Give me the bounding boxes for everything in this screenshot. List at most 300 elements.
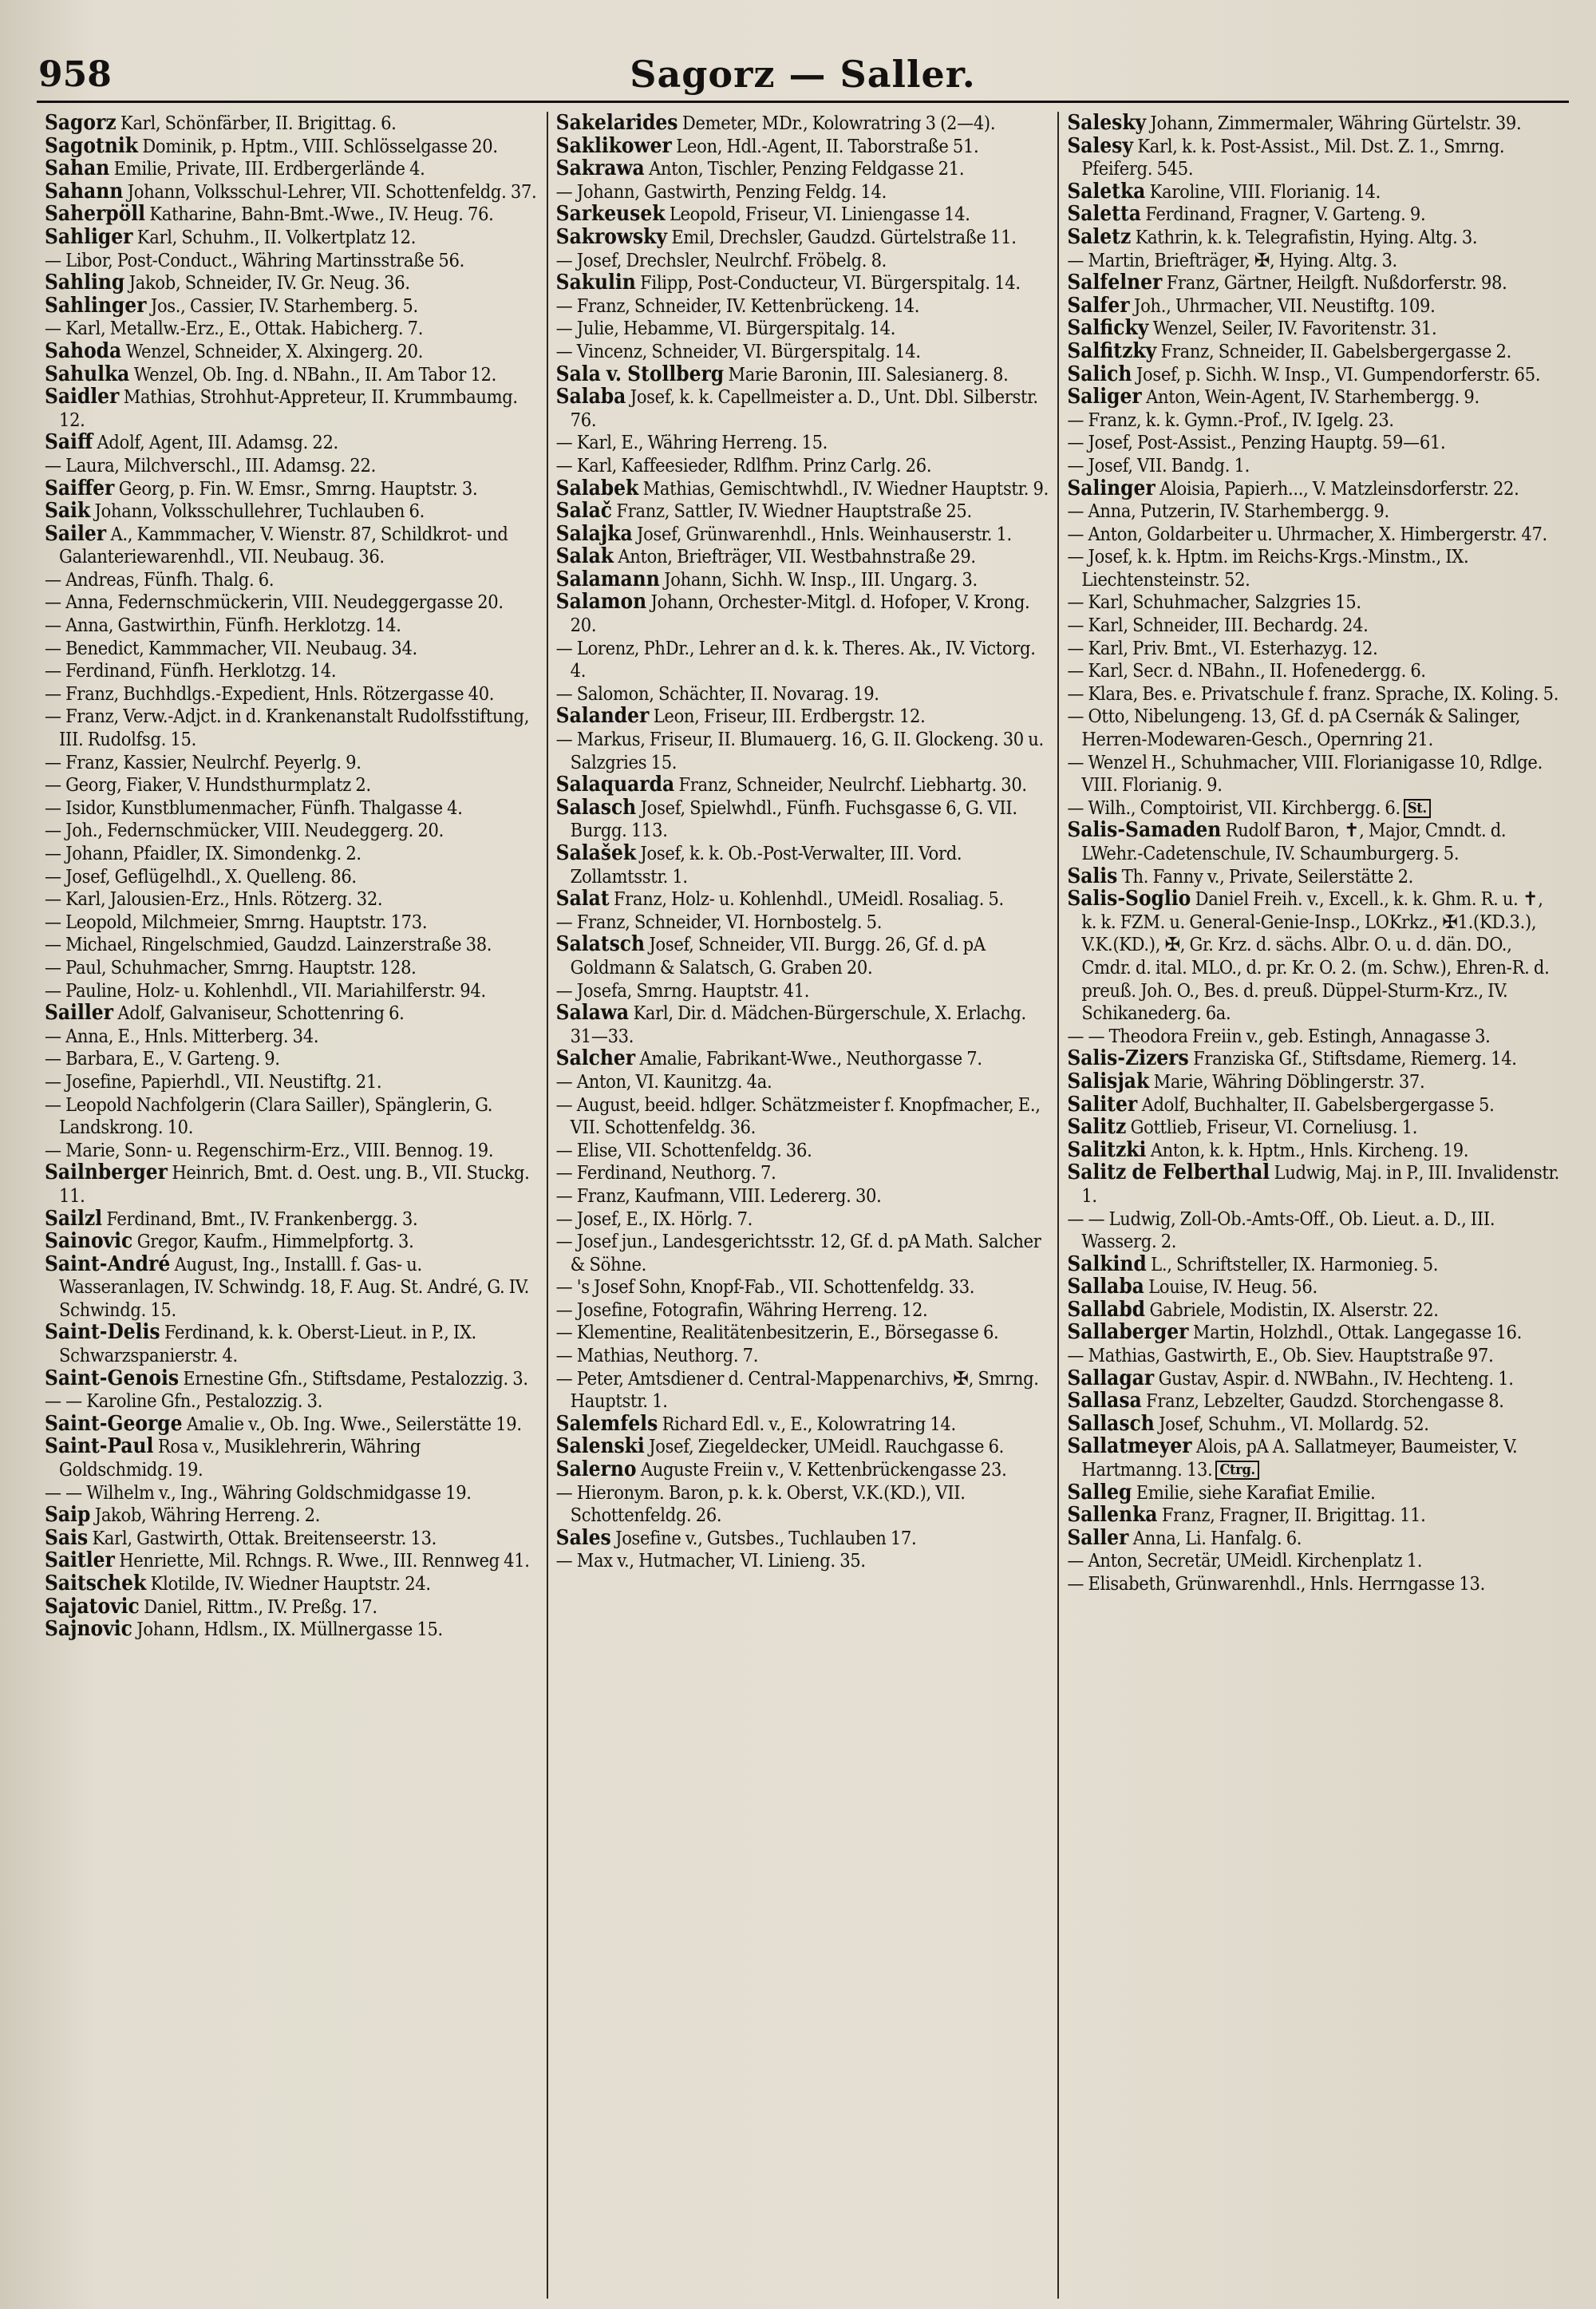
entry-details: — Karl, Secr. d. NBahn., II. Hofenedergg. 6. — [1067, 659, 1426, 682]
directory-entry — [556, 1047, 1050, 1070]
entry-details: — Ferdinand, Fünfh. Herklotzg. 14. — [45, 659, 337, 682]
directory-entry — [556, 682, 1050, 706]
directory-entry — [1067, 1504, 1561, 1527]
directory-entry — [1067, 591, 1561, 614]
entry-surname: Saliter — [1067, 1092, 1138, 1117]
entry-surname: Sallabd — [1067, 1297, 1146, 1322]
directory-entry — [45, 226, 539, 249]
directory-entry — [556, 295, 1050, 318]
entry-details: — Franz, Kaufmann, VIII. Ledererg. 30. — [555, 1184, 882, 1207]
entry-details: — Michael, Ringelschmied, Gaudzd. Lainzerstraße 38. — [45, 933, 492, 956]
directory-entry — [45, 614, 539, 637]
entry-details: — Franz, Schneider, VI. Hornbostelg. 5. — [555, 910, 883, 933]
entry-details: — Josef, k. k. Hptm. im Reichs-Krgs.-Minstm., IX. Liechtensteinstr. 52. — [1067, 545, 1469, 591]
entry-details: Anton, Tischler, Penzing Feldgasse 21. — [649, 157, 965, 180]
directory-entry — [1067, 523, 1561, 546]
entry-details: Johann, Orchester-Mitgl. d. Hofoper, V. Krong. 20. — [570, 591, 1030, 637]
entry-details: Aloisia, Papierh..., V. Matzleinsdorferstr. 22. — [1159, 476, 1519, 500]
entry-details: Josef, Ziegeldecker, UMeidl. Rauchgasse 6. — [649, 1435, 1005, 1458]
directory-entry — [556, 180, 1050, 204]
entry-surname: Saint-André — [45, 1251, 171, 1276]
entry-surname: Saint-George — [45, 1411, 183, 1436]
entry-details: Emilie, Private, III. Erdbergerlände 4. — [113, 157, 425, 180]
entry-details: Daniel Freih. v., Excell., k. k. Ghm. R. u. ✝, k. k. FZM. u. General-Genie-Insp., LOKrkz., ✠1.(KD.3.), V.K.(KD.), ✠, Gr. Krz. d. sächs. Albr. O. u. d. dän. DO., Cmdr. d. ital. MLO., d. pr. Kr. O. 2. (m. Schw.), Ehren-R. d. preuß. Joh. O., Bes. d. preuß. Düppel-Sturm-Krz., IV. Schikanederg. 6a. — [1081, 888, 1550, 1025]
entry-details: Franz, Gärtner, Heilgft. Nußdorferstr. 98. — [1166, 271, 1507, 295]
directory-entry — [45, 500, 539, 523]
directory-entry — [556, 842, 1050, 888]
entry-details: Katharine, Bahn-Bmt.-Wwe., IV. Heug. 76. — [149, 203, 494, 226]
directory-entry — [1067, 363, 1561, 386]
header-rule — [37, 101, 1569, 103]
entry-surname: Sarkeusek — [555, 202, 666, 227]
directory-entry — [45, 705, 539, 750]
entry-surname: Sahlinger — [45, 293, 147, 318]
entry-surname: Saliger — [1067, 385, 1142, 409]
directory-entry — [556, 568, 1050, 591]
directory-entry — [556, 1139, 1050, 1162]
entry-details: — Franz, Buchhdlgs.-Expedient, Hnls. Rötzergasse 40. — [45, 682, 495, 705]
directory-entry — [556, 1321, 1050, 1344]
directory-entry — [1067, 1070, 1561, 1093]
entry-details: Filipp, Post-Conducteur, VI. Bürgerspitalg. 14. — [640, 271, 1021, 295]
directory-entry — [45, 135, 539, 158]
entry-surname: Saint-Paul — [45, 1434, 154, 1459]
entry-surname: Sallagar — [1067, 1366, 1155, 1390]
entry-surname: Salesky — [1067, 112, 1147, 135]
directory-entry — [1067, 797, 1561, 820]
entry-details: Ferdinand, k. k. Oberst-Lieut. in P., IX. Schwarzspanierstr. 4. — [59, 1321, 476, 1367]
entry-details: — Mathias, Neuthorg. 7. — [555, 1344, 759, 1367]
directory-entry — [1067, 454, 1561, 477]
directory-entry — [556, 363, 1050, 386]
directory-entry — [556, 1070, 1050, 1093]
entry-details: — Wilh., Comptoirist, VII. Kirchbergg. 6. — [1067, 796, 1400, 819]
entry-details: — Klementine, Realitätenbesitzerin, E., Börsegasse 6. — [555, 1321, 999, 1344]
entry-details: Karoline, VIII. Florianig. 14. — [1149, 180, 1381, 203]
entry-details: — Josefine, Papierhdl., VII. Neustiftg. 21. — [45, 1069, 382, 1093]
directory-entry — [1067, 1275, 1561, 1299]
entry-details: Demeter, MDr., Kolowratring 3 (2—4). — [681, 112, 996, 134]
entry-details: — Leopold Nachfolgerin (Clara Sailler), Spänglerin, G. Landskrong. 10. — [45, 1093, 493, 1139]
directory-entry — [45, 1435, 539, 1481]
entry-surname: Sallaberger — [1067, 1320, 1189, 1345]
entry-details: Josefine v., Gutsbes., Tuchlauben 17. — [615, 1526, 917, 1549]
entry-details: — Josef, E., IX. Hörlg. 7. — [555, 1207, 753, 1230]
entry-surname: Salawa — [555, 1001, 630, 1026]
directory-entry — [1067, 295, 1561, 318]
entry-details: Amalie v., Ob. Ing. Wwe., Seilerstätte 19. — [186, 1412, 522, 1435]
entry-surname: Salesy — [1067, 133, 1133, 158]
entry-surname: Salenski — [555, 1434, 645, 1459]
directory-columns — [37, 112, 1569, 2299]
entry-details: — Karl, Metallw.-Erz., E., Ottak. Habicherg. 7. — [45, 317, 424, 340]
directory-entry — [45, 180, 539, 204]
directory-entry — [45, 591, 539, 614]
entry-details: — Mathias, Gastwirth, E., Ob. Siev. Hauptstraße 97. — [1067, 1344, 1494, 1367]
page-header — [37, 49, 1569, 105]
entry-details: — — Theodora Freiin v., geb. Estingh, Annagasse 3. — [1067, 1024, 1491, 1047]
entry-details: — Marie, Sonn- u. Regenschirm-Erz., VIII. Bennog. 19. — [45, 1138, 494, 1161]
entry-details: — Franz, Schneider, IV. Kettenbrückeng. 14. — [555, 294, 920, 317]
entry-surname: Salitz — [1067, 1115, 1127, 1140]
entry-surname: Salander — [555, 704, 650, 729]
entry-details: Adolf, Buchhalter, II. Gabelsbergergasse 5. — [1141, 1093, 1495, 1116]
directory-entry — [556, 797, 1050, 842]
entry-details: — Julie, Hebamme, VI. Bürgerspitalg. 14. — [555, 317, 896, 340]
directory-entry — [556, 773, 1050, 797]
directory-entry — [1067, 500, 1561, 523]
entry-details: — Anna, Federnschmückerin, VIII. Neudeggergasse 20. — [45, 591, 504, 614]
directory-entry — [45, 1549, 539, 1572]
entry-surname: Sakrawa — [555, 156, 645, 181]
entry-surname: Sallaba — [1067, 1275, 1144, 1299]
directory-entry — [556, 1413, 1050, 1436]
entry-details: Josef, Spielwhdl., Fünfh. Fuchsgasse 6, G. VII. Burgg. 113. — [570, 796, 1017, 842]
entry-details: Leon, Hdl.-Agent, II. Taborstraße 51. — [676, 134, 979, 157]
entry-details: — Libor, Post-Conduct., Währing Martinsstraße 56. — [45, 248, 464, 271]
column-right — [1057, 112, 1569, 2299]
directory-entry — [1067, 1047, 1561, 1070]
directory-entry — [1067, 1572, 1561, 1595]
entry-surname: Salis — [1067, 864, 1118, 888]
entry-details: Anton, Wein-Agent, IV. Starhembergg. 9. — [1146, 385, 1479, 409]
directory-entry — [45, 933, 539, 956]
directory-entry — [45, 157, 539, 180]
entry-details: Johann, Sichh. W. Insp., III. Ungarg. 3. — [664, 567, 978, 591]
directory-entry — [45, 340, 539, 363]
entry-details: Kathrin, k. k. Telegrafistin, Hying. Altg. 3. — [1135, 225, 1478, 248]
entry-details: Marie Baronin, III. Salesianerg. 8. — [728, 362, 1009, 385]
entry-surname: Salis-Samaden — [1067, 818, 1222, 843]
directory-entry — [1067, 682, 1561, 706]
directory-entry — [45, 1208, 539, 1231]
entry-surname: Saidler — [45, 385, 120, 409]
directory-entry — [1067, 545, 1561, 591]
directory-entry — [556, 454, 1050, 477]
directory-entry — [45, 1390, 539, 1413]
entry-details: — Josef, Post-Assist., Penzing Hauptg. 59—61. — [1067, 431, 1446, 454]
directory-entry — [556, 271, 1050, 295]
entry-details: Karl, Dir. d. Mädchen-Bürgerschule, X. Erlachg. 31—33. — [570, 1002, 1026, 1047]
entry-surname: Salitzki — [1067, 1137, 1147, 1162]
entry-details: — Josef, Drechsler, Neulrchf. Fröbelg. 8. — [555, 248, 887, 271]
directory-entry — [556, 157, 1050, 180]
entry-surname: Saip — [45, 1503, 91, 1528]
entry-details: Josef, p. Sichh. W. Insp., VI. Gumpendorferstr. 65. — [1136, 362, 1541, 385]
directory-entry — [1067, 477, 1561, 500]
entry-surname: Saletta — [1067, 202, 1141, 227]
directory-entry — [1067, 385, 1561, 409]
entry-surname: Salcher — [555, 1046, 636, 1071]
directory-entry — [556, 1093, 1050, 1139]
entry-details: Josef, Schuhm., VI. Mollardg. 52. — [1159, 1412, 1429, 1435]
entry-details: — Leopold, Milchmeier, Smrng. Hauptstr. 173. — [45, 910, 428, 933]
entry-details: — Martin, Briefträger, ✠, Hying. Altg. 3. — [1067, 248, 1397, 271]
entry-surname: Salamon — [555, 590, 647, 615]
entry-surname: Saik — [45, 499, 91, 524]
directory-entry — [1067, 1139, 1561, 1162]
entry-surname: Sakulin — [555, 271, 636, 295]
entry-details: Dominik, p. Hptm., VIII. Schlösselgasse 20. — [142, 134, 498, 157]
entry-details: — Franz, k. k. Gymn.-Prof., IV. Igelg. 23. — [1067, 408, 1394, 431]
entry-details: — Anton, Goldarbeiter u. Uhrmacher, X. Himbergerstr. 47. — [1067, 522, 1547, 545]
directory-entry — [1067, 180, 1561, 204]
entry-details: — Franz, Kassier, Neulrchf. Peyerlg. 9. — [45, 750, 361, 773]
entry-details: Auguste Freiin v., V. Kettenbrückengasse 23. — [640, 1458, 1007, 1481]
directory-entry — [1067, 614, 1561, 637]
entry-details: Wenzel, Seiler, IV. Favoritenstr. 31. — [1152, 317, 1437, 340]
directory-entry — [1067, 1367, 1561, 1390]
entry-surname: Sakrowsky — [555, 224, 667, 249]
entry-details: Franziska Gf., Stiftsdame, Riemerg. 14. — [1193, 1047, 1517, 1070]
entry-surname: Salleg — [1067, 1480, 1132, 1504]
directory-entry — [1067, 135, 1561, 180]
entry-surname: Salaba — [555, 385, 626, 409]
entry-details: Martin, Holzhdl., Ottak. Langegasse 16. — [1192, 1321, 1523, 1344]
entry-details: — Klara, Bes. e. Privatschule f. franz. Sprache, IX. Koling. 5. — [1067, 682, 1559, 705]
directory-entry — [45, 363, 539, 386]
entry-details: — Josefa, Smrng. Hauptstr. 41. — [555, 979, 810, 1002]
entry-surname: Sahling — [45, 271, 125, 295]
entry-details: Heinrich, Bmt. d. Oest. ung. B., VII. Stuckg. 11. — [59, 1161, 530, 1207]
entry-details: Gregor, Kaufm., Himmelpfortg. 3. — [136, 1230, 414, 1253]
column-left — [37, 112, 547, 2299]
directory-entry — [556, 911, 1050, 934]
column-middle — [547, 112, 1058, 2299]
directory-entry — [1067, 819, 1561, 864]
directory-entry — [556, 340, 1050, 363]
entry-details: — Barbara, E., V. Garteng. 9. — [45, 1047, 280, 1070]
directory-entry — [556, 933, 1050, 979]
entry-details: Joh., Uhrmacher, VII. Neustiftg. 109. — [1133, 294, 1436, 317]
directory-entry — [1067, 1549, 1561, 1572]
directory-entry — [556, 112, 1050, 135]
entry-details: — Anna, Gastwirthin, Fünfh. Herklotzg. 14. — [45, 614, 401, 637]
directory-entry — [556, 705, 1050, 728]
entry-surname: Salemfels — [555, 1411, 658, 1436]
directory-entry — [556, 1481, 1050, 1527]
entry-surname: Sallenka — [1067, 1503, 1158, 1528]
entry-details: — Anton, Secretär, UMeidl. Kirchenplatz 1. — [1067, 1549, 1423, 1572]
directory-entry — [556, 1527, 1050, 1550]
directory-entry — [1067, 340, 1561, 363]
running-title: Sagorz — Saller. — [630, 53, 976, 96]
entry-surname: Saint-Delis — [45, 1320, 160, 1345]
entry-details: — Wenzel H., Schuhmacher, VIII. Florianigasse 10, Rdlge. VIII. Florianig. 9. — [1067, 750, 1543, 797]
directory-entry — [45, 682, 539, 706]
entry-details: Mathias, Strohhut-Appreteur, II. Krummbaumg. 12. — [59, 385, 518, 431]
entry-details: — Ferdinand, Neuthorg. 7. — [555, 1161, 776, 1184]
entry-surname: Sajatovic — [45, 1594, 140, 1619]
directory-entry — [1067, 1435, 1561, 1481]
entry-surname: Salajka — [555, 521, 633, 546]
directory-entry — [556, 1002, 1050, 1047]
directory-entry — [1067, 249, 1561, 272]
directory-entry — [556, 1299, 1050, 1322]
directory-entry — [45, 1527, 539, 1550]
entry-details: — Anna, E., Hnls. Mitterberg. 34. — [45, 1024, 319, 1047]
entry-details: Louise, IV. Heug. 56. — [1148, 1275, 1317, 1299]
entry-details: Franz, Holz- u. Kohlenhdl., UMeidl. Rosaliag. 5. — [613, 888, 1004, 911]
directory-entry — [1067, 751, 1561, 797]
directory-entry — [1067, 1116, 1561, 1139]
entry-details: Anton, k. k. Hptm., Hnls. Kircheng. 19. — [1150, 1138, 1469, 1161]
directory-entry — [556, 1184, 1050, 1208]
directory-entry — [556, 1161, 1050, 1184]
entry-details: — Elise, VII. Schottenfeldg. 36. — [555, 1138, 812, 1161]
entry-details: — Salomon, Schächter, II. Novarag. 19. — [555, 682, 879, 705]
directory-entry — [1067, 1299, 1561, 1322]
entry-details: Franz, Schneider, Neulrchf. Liebhartg. 30. — [678, 773, 1027, 797]
directory-entry — [1067, 1025, 1561, 1048]
entry-details: Klotilde, IV. Wiedner Hauptstr. 24. — [150, 1572, 431, 1595]
entry-details: Ferdinand, Fragner, V. Garteng. 9. — [1145, 203, 1426, 226]
directory-entry — [45, 797, 539, 820]
directory-entry — [1067, 1527, 1561, 1550]
directory-entry — [45, 1481, 539, 1504]
directory-entry — [45, 568, 539, 591]
entry-details: — Karl, Jalousien-Erz., Hnls. Rötzerg. 32. — [45, 888, 383, 911]
directory-entry — [45, 1367, 539, 1390]
entry-surname: Salasch — [555, 795, 637, 820]
directory-entry — [556, 1208, 1050, 1231]
entry-details: — Georg, Fiaker, V. Hundsthurmplatz 2. — [45, 773, 371, 797]
entry-details: — Max v., Hutmacher, VI. Linieng. 35. — [555, 1549, 866, 1572]
entry-details: Franz, Schneider, II. Gabelsbergergasse 2. — [1160, 339, 1511, 362]
entry-details: — Josef, VII. Bandg. 1. — [1067, 453, 1250, 476]
entry-details: — 's Josef Sohn, Knopf-Fab., VII. Schottenfeldg. 33. — [555, 1275, 975, 1299]
entry-details: — Peter, Amtsdiener d. Central-Mappenarchivs, ✠, Smrng. Hauptstr. 1. — [555, 1366, 1039, 1413]
directory-entry — [45, 773, 539, 797]
entry-details: — Karl, E., Währing Herreng. 15. — [555, 431, 828, 454]
directory-entry — [1067, 888, 1561, 1025]
entry-surname: Sahoda — [45, 338, 122, 363]
entry-surname: Sailzl — [45, 1206, 102, 1231]
entry-details: — Vincenz, Schneider, VI. Bürgerspitalg. 14. — [555, 339, 921, 362]
entry-details: Anton, Briefträger, VII. Westbahnstraße 29. — [618, 545, 976, 568]
entry-details: — Johann, Pfaidler, IX. Simondenkg. 2. — [45, 842, 361, 864]
directory-entry — [45, 112, 539, 135]
directory-entry — [45, 477, 539, 500]
entry-details: Karl, Schönfärber, II. Brigittag. 6. — [120, 112, 397, 134]
entry-details: — Lorenz, PhDr., Lehrer an d. k. k. Theres. Ak., IV. Victorg. 4. — [555, 636, 1036, 682]
directory-entry — [1067, 1093, 1561, 1117]
directory-entry — [556, 249, 1050, 272]
entry-surname: Salinger — [1067, 476, 1156, 500]
entry-details: Gustav, Aspir. d. NWBahn., IV. Hechteng. 1. — [1158, 1366, 1514, 1390]
entry-stamp: St. — [1404, 799, 1431, 818]
directory-entry — [556, 1367, 1050, 1413]
directory-entry — [45, 1321, 539, 1366]
entry-surname: Salitz de Felberthal — [1067, 1160, 1270, 1185]
entry-details: — Pauline, Holz- u. Kohlenhdl., VII. Mariahilferstr. 94. — [45, 979, 486, 1002]
directory-entry — [45, 317, 539, 340]
entry-details: Anna, Li. Hanfalg. 6. — [1132, 1526, 1302, 1549]
page-number: 958 — [38, 54, 112, 95]
entry-details: Jakob, Schneider, IV. Gr. Neug. 36. — [128, 271, 410, 295]
entry-details: — Anna, Putzerin, IV. Starhembergg. 9. — [1067, 500, 1389, 523]
entry-details: Mathias, Gemischtwhdl., IV. Wiedner Hauptstr. 9. — [642, 476, 1049, 500]
directory-entry — [1067, 1161, 1561, 1207]
entry-details: Jos., Cassier, IV. Starhemberg. 5. — [150, 294, 418, 317]
directory-entry — [45, 979, 539, 1002]
directory-entry — [1067, 705, 1561, 750]
entry-surname: Sallasa — [1067, 1389, 1142, 1413]
entry-details: — Johann, Gastwirth, Penzing Feldg. 14. — [555, 180, 887, 203]
directory-entry — [45, 1572, 539, 1595]
directory-entry — [556, 135, 1050, 158]
entry-surname: Saklikower — [555, 133, 672, 158]
entry-details: August, Ing., Installl. f. Gas- u. Wasseranlagen, IV. Schwindg. 18, F. Aug. St. André, G. IV. Schwindg. 15. — [59, 1252, 529, 1321]
directory-entry — [556, 385, 1050, 431]
entry-details: — Paul, Schuhmacher, Smrng. Hauptstr. 128. — [45, 955, 417, 979]
entry-details: Alois, pA A. Sallatmeyer, Baumeister, V. Hartmanng. 13. — [1081, 1435, 1518, 1481]
entry-details: Marie, Währing Döblingerstr. 37. — [1153, 1069, 1425, 1093]
directory-entry — [45, 956, 539, 979]
entry-details: Gottlieb, Friseur, VI. Corneliusg. 1. — [1130, 1116, 1418, 1139]
entry-surname: Sais — [45, 1525, 89, 1550]
directory-entry — [556, 1549, 1050, 1572]
entry-surname: Salat — [555, 887, 610, 911]
entry-surname: Saiff — [45, 430, 93, 455]
directory-entry — [1067, 659, 1561, 682]
entry-details: — — Karoline Gfn., Pestalozzig. 3. — [45, 1390, 323, 1413]
directory-entry — [45, 842, 539, 865]
entry-surname: Saller — [1067, 1525, 1129, 1550]
directory-entry — [45, 1230, 539, 1253]
entry-details: — — Ludwig, Zoll-Ob.-Amts-Off., Ob. Lieut. a. D., III. Wasserg. 2. — [1067, 1207, 1495, 1253]
directory-entry — [556, 728, 1050, 773]
entry-surname: Salisjak — [1067, 1069, 1150, 1093]
directory-entry — [556, 979, 1050, 1002]
directory-entry — [556, 477, 1050, 500]
entry-details: Henriette, Mil. Rchngs. R. Wwe., III. Rennweg 41. — [119, 1549, 530, 1572]
directory-entry — [45, 1161, 539, 1207]
directory-entry — [1067, 1253, 1561, 1276]
entry-details: Ferdinand, Bmt., IV. Frankenbergg. 3. — [106, 1207, 418, 1230]
directory-entry — [45, 1504, 539, 1527]
entry-surname: Saiffer — [45, 476, 115, 500]
directory-entry — [45, 865, 539, 888]
entry-details: Johann, Zimmermaler, Währing Gürtelstr. 39. — [1150, 112, 1522, 134]
entry-surname: Sahulka — [45, 362, 130, 386]
entry-surname: Salamann — [555, 567, 660, 591]
directory-entry — [45, 751, 539, 774]
directory-entry — [556, 226, 1050, 249]
entry-details: — Andreas, Fünfh. Thalg. 6. — [45, 567, 275, 591]
entry-details: Johann, Hdlsm., IX. Müllnergasse 15. — [136, 1618, 443, 1641]
entry-details: Daniel, Rittm., IV. Preßg. 17. — [144, 1595, 377, 1618]
entry-surname: Sahann — [45, 179, 124, 204]
entry-surname: Salkind — [1067, 1251, 1147, 1276]
entry-details: A., Kammmacher, V. Wienstr. 87, Schildkrot- und Galanteriewarenhdl., VII. Neubaug. 36. — [59, 522, 508, 568]
entry-surname: Salich — [1067, 362, 1132, 386]
entry-surname: Sailer — [45, 521, 107, 546]
directory-entry — [1067, 1413, 1561, 1436]
entry-details: Jakob, Währing Herreng. 2. — [94, 1504, 321, 1527]
directory-entry — [556, 888, 1050, 911]
entry-details: — Karl, Schneider, III. Bechardg. 24. — [1067, 614, 1369, 637]
entry-surname: Saletz — [1067, 224, 1132, 249]
directory-entry — [45, 1070, 539, 1093]
directory-entry — [45, 271, 539, 295]
directory-entry — [45, 819, 539, 842]
directory-entry — [45, 523, 539, 568]
entry-surname: Salfelner — [1067, 271, 1163, 295]
directory-entry — [45, 203, 539, 226]
entry-details: Josef, k. k. Ob.-Post-Verwalter, III. Vord. Zollamtsstr. 1. — [570, 842, 962, 888]
entry-surname: Salašek — [555, 841, 637, 865]
